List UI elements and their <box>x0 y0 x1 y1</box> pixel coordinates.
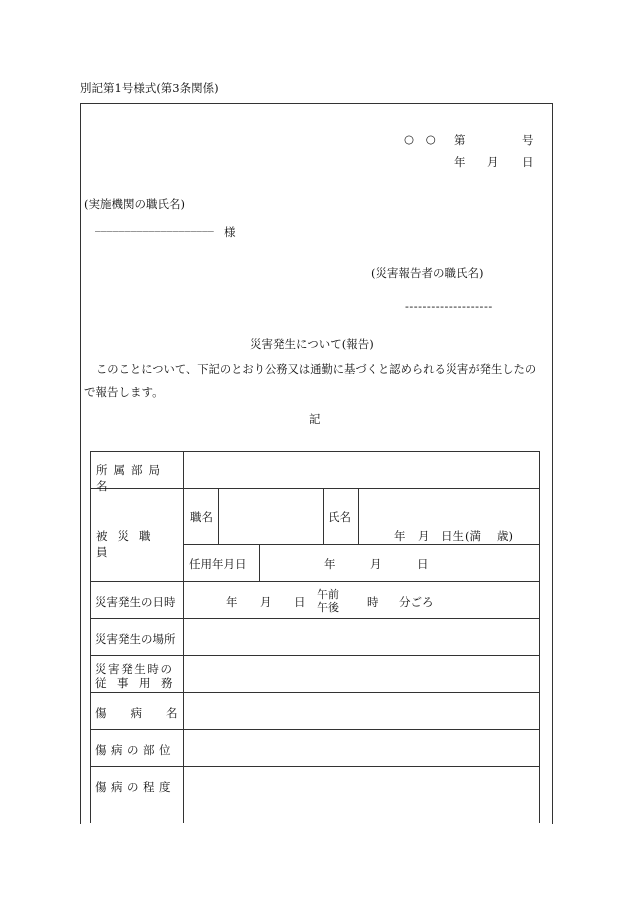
number-prefix: 第 <box>454 133 466 147</box>
dept-label: 所属部局名 <box>96 463 166 493</box>
ki-mark: 記 <box>309 412 321 426</box>
occ-pm: 午後 <box>317 601 339 614</box>
number-suffix: 号 <box>522 133 534 147</box>
occ-month: 月 <box>260 595 272 609</box>
appointment-label: 任用年月日 <box>189 557 247 571</box>
occ-hour: 時 <box>367 595 379 609</box>
injury-name-label: 傷病名 <box>95 706 202 720</box>
date-year: 年 <box>454 155 466 169</box>
doc-title: 災害発生について(報告) <box>250 337 374 351</box>
date-month: 月 <box>487 155 499 169</box>
age-open: (満 <box>465 529 481 543</box>
birth-day: 日生 <box>441 529 464 543</box>
occ-minute: 分ごろ <box>399 595 434 609</box>
recipient-label: (実施機関の職氏名) <box>84 197 185 211</box>
age-close: 歳) <box>497 529 513 543</box>
birth-month: 月 <box>418 529 430 543</box>
honorific: 様 <box>224 225 236 239</box>
form-label: 別記第1号様式(第3条関係) <box>80 81 219 95</box>
occ-day: 日 <box>294 595 306 609</box>
doc-marks: ○ ○ <box>404 132 440 146</box>
recipient-line: ____________________ <box>95 218 214 232</box>
body-line-2: で報告します。 <box>84 385 164 399</box>
job-title-label: 職名 <box>190 510 213 524</box>
occurrence-datetime-label: 災害発生の日時 <box>95 595 176 609</box>
birth-year: 年 <box>394 529 406 543</box>
body-line-1: このことについて、下記のとおり公務又は通勤に基づくと認められる災害が発生したの <box>96 363 537 376</box>
work-label-line-2: 従事用務 <box>95 676 183 690</box>
place-label: 災害発生の場所 <box>95 632 176 646</box>
occ-year: 年 <box>226 595 238 609</box>
injury-part-label: 傷病の部位 <box>95 743 175 757</box>
occ-am: 午前 <box>317 588 339 601</box>
date-day: 日 <box>522 155 534 169</box>
appoint-day: 日 <box>417 557 429 571</box>
work-label-line-1: 災害発生時の <box>95 662 174 676</box>
injury-degree-label: 傷病の程度 <box>95 780 175 794</box>
appoint-year: 年 <box>324 557 336 571</box>
victim-label: 被災職員 <box>96 529 161 559</box>
reporter-line: -------------------- <box>405 299 493 313</box>
name-label: 氏名 <box>328 510 351 524</box>
reporter-label: (災害報告者の職氏名) <box>371 266 484 280</box>
appoint-month: 月 <box>370 557 382 571</box>
